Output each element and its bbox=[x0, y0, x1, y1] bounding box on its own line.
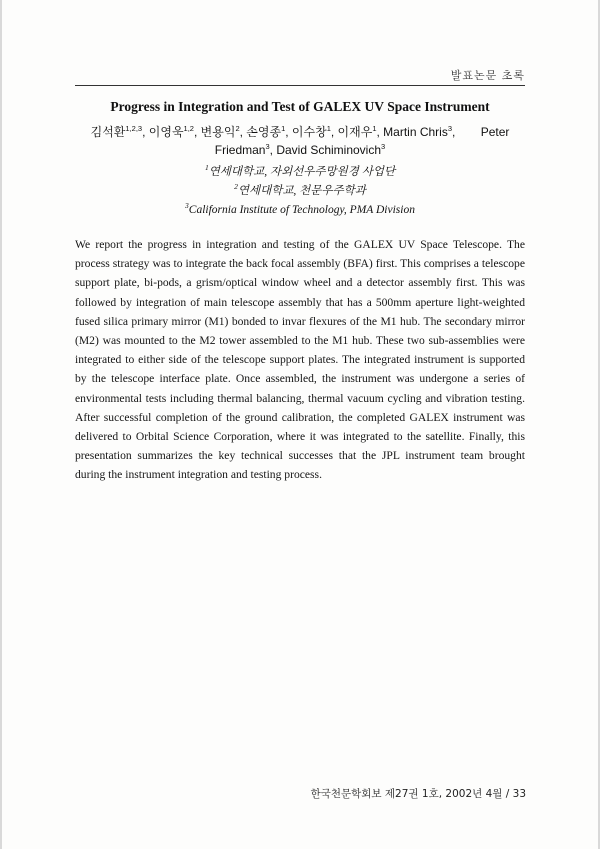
paper-title: Progress in Integration and Test of GALEX UV Space Instrument bbox=[110, 99, 490, 114]
author-list bbox=[75, 123, 525, 159]
author-separator: , bbox=[142, 125, 149, 139]
page-edge-left bbox=[0, 0, 2, 849]
affiliation-number: 1 bbox=[204, 163, 209, 173]
affiliation-text: California Institute of Technology, PMA Division bbox=[188, 204, 415, 216]
affiliation-3 bbox=[0, 201, 600, 220]
author-separator: , bbox=[193, 125, 201, 139]
affiliation-1 bbox=[0, 163, 600, 182]
author-name: Martin Chris bbox=[383, 125, 448, 139]
affiliation-number: 2 bbox=[234, 182, 238, 192]
author-line-2 bbox=[75, 141, 525, 159]
section-tag: 발표논문 초록 bbox=[450, 69, 525, 82]
author-separator: , bbox=[376, 125, 384, 139]
author-affil-mark: 2 bbox=[235, 124, 240, 133]
journal-citation-footer: 한국천문학회보 제27권 1호, 2002년 4월 / 33 bbox=[310, 788, 526, 800]
author-affil-mark: 1,2 bbox=[183, 124, 194, 133]
author-line-1 bbox=[75, 123, 525, 141]
affiliation-2 bbox=[0, 182, 600, 201]
author-affil-mark: 3 bbox=[381, 142, 386, 151]
author-name: 이수창 bbox=[291, 125, 327, 139]
author-name: 변용익 bbox=[200, 125, 236, 139]
author-affil-mark: 3 bbox=[447, 124, 453, 133]
author-separator: , bbox=[330, 125, 338, 139]
author-affil-mark: 1 bbox=[372, 124, 377, 133]
author-affil-mark: 1 bbox=[326, 124, 331, 133]
author-separator: , bbox=[452, 125, 459, 139]
abstract-text: We report the progress in integration and testing of the GALEX UV Space Telescope. The process strategy was to integrate the back focal assembly (BFA) first. This comprises a telescope support plate, bi-pods, a grism/optical window wheel and a detector assembly first. This was followed by integration of main telescope assembly that has a 500mm aperture light-weighted fused silica primary mirror (M1) bonded to invar flexures of the M1 hub. The secondary mirror (M2) was mounted to the M2 tower assembled to the M1 hub. These two sub-assemblies were integrated to either side of the telescope support plates. The integrated instrument is supported by the telescope interface plate. Once assembled, the instrument was undergone a series of environmental tests including thermal balancing, thermal vacuum cycling and vibration testing. After successful completion of the ground calibration, the completed GALEX instrument was delivered to Orbital Science Corporation, where it was integrated to the satellite. Finally, this presentation summarizes the key technical successes that the JPL instrument team brought during the instrument integration and testing process. bbox=[75, 238, 525, 482]
author-affil-mark: 1,2,3 bbox=[125, 124, 143, 133]
header-rule bbox=[75, 85, 525, 86]
author-name: 손영종 bbox=[246, 125, 282, 139]
author-name: David Schiminovich bbox=[276, 143, 382, 157]
affiliation-text: 연세대학교, 천문우주학과 bbox=[237, 185, 366, 197]
author-name: 이영욱 bbox=[148, 125, 184, 139]
author-name: 이재우 bbox=[337, 125, 373, 139]
author-name-first: Peter bbox=[480, 125, 510, 139]
author-name: 김석환 bbox=[90, 125, 126, 139]
author-affil-mark: 1 bbox=[281, 124, 286, 133]
author-name-last: Friedman bbox=[214, 143, 266, 157]
author-separator: , bbox=[269, 143, 277, 157]
author-separator: , bbox=[239, 125, 247, 139]
affiliation-number: 3 bbox=[185, 201, 189, 211]
affiliation-list bbox=[0, 163, 600, 220]
affiliation-text: 연세대학교, 자외선우주망원경 사업단 bbox=[208, 166, 396, 178]
author-affil-mark: 3 bbox=[265, 142, 270, 151]
author-separator: , bbox=[285, 125, 292, 139]
